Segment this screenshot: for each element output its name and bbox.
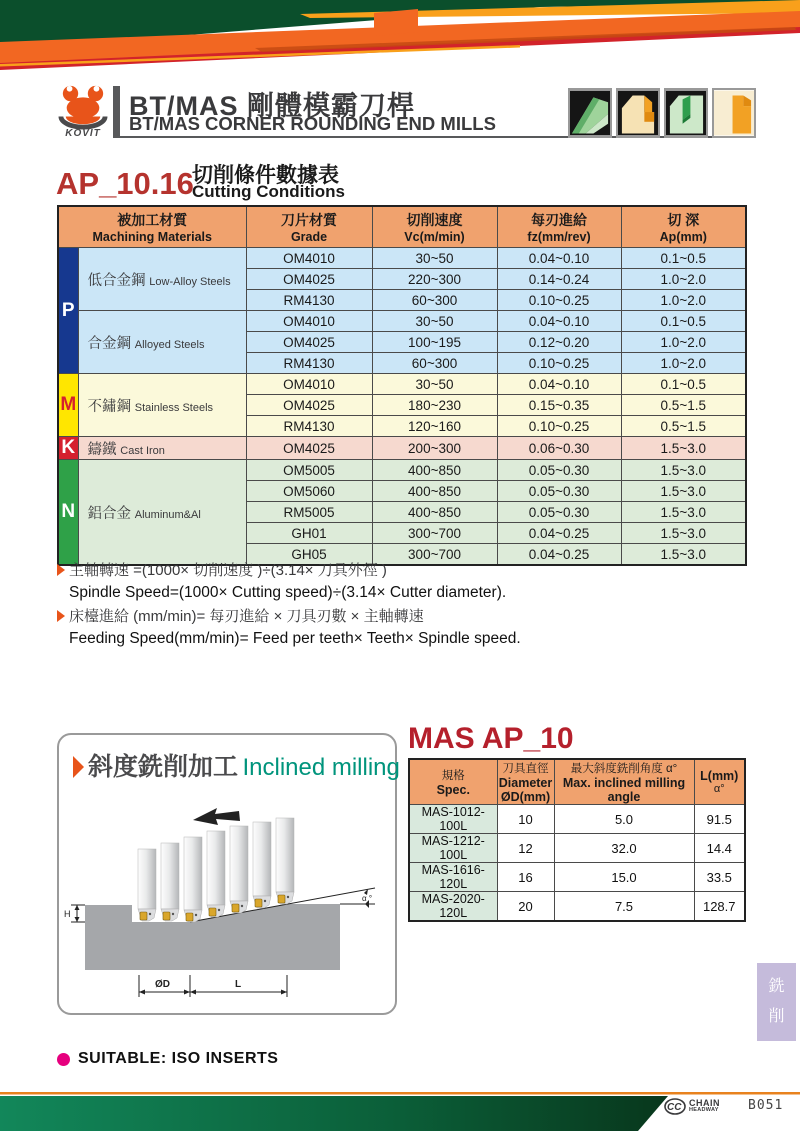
inclined-milling-box [57,733,400,1015]
value-cell: 10 [497,805,554,834]
note-bullet-icon [57,564,65,576]
value-cell: 16 [497,863,554,892]
column-header: 切 深 Ap(mm) [621,206,746,248]
spec-cell: MAS-2020-120L [409,892,497,922]
condition-cell: 0.1~0.5 [621,374,746,395]
alpha-label: α ° [362,894,373,903]
note-feeding-speed [57,606,707,650]
material-class-letter: P [58,248,78,374]
publisher-name-line1: CHAIN [689,1098,720,1108]
value-cell: 12 [497,834,554,863]
condition-cell: OM4010 [246,374,372,395]
condition-cell: OM5005 [246,460,372,481]
table-row [409,805,745,834]
condition-cell: 1.5~3.0 [621,523,746,544]
material-name: 低合金鋼 Low-Alloy Steels [78,248,246,311]
material-name: 合金鋼 Alloyed Steels [78,311,246,374]
chain-headway-emblem-icon [664,1098,686,1115]
condition-cell: 1.5~3.0 [621,437,746,460]
condition-cell: 0.04~0.10 [497,311,621,332]
note-zh: 床檯進給 (mm/min)= 每刃進給 × 刀具刃數 × 主軸轉速 [69,608,424,625]
note-spindle-speed [57,560,707,604]
condition-cell: 0.04~0.25 [497,523,621,544]
condition-cell: 0.05~0.30 [497,460,621,481]
condition-cell: 0.5~1.5 [621,416,746,437]
od-label: ØD [155,979,170,990]
condition-cell: 0.05~0.30 [497,481,621,502]
table-row [58,437,746,460]
spec-cell: MAS-1012-100L [409,805,497,834]
condition-cell: 60~300 [372,353,497,374]
condition-cell: GH01 [246,523,372,544]
condition-cell: 60~300 [372,290,497,311]
condition-cell: 0.04~0.25 [497,544,621,566]
value-cell: 20 [497,892,554,922]
title-divider-bar [113,86,120,137]
column-header: 最大斜度銑削角度 α° Max. inclined milling angle [554,759,694,805]
publisher-name-line2: HEADWAY [689,1107,719,1113]
condition-cell: 0.12~0.20 [497,332,621,353]
note-en: Feeding Speed(mm/min)= Feed per teeth× Teeth× Spindle speed. [69,630,521,647]
condition-cell: 0.06~0.30 [497,437,621,460]
condition-cell: RM4130 [246,353,372,374]
condition-cell: 200~300 [372,437,497,460]
condition-cell: 0.10~0.25 [497,353,621,374]
slot-milling-icon [664,88,708,138]
condition-cell: 0.1~0.5 [621,248,746,269]
column-header: 規格 Spec. [409,759,497,805]
svg-text:CC: CC [667,1102,682,1113]
cutting-conditions-table [57,205,747,566]
side-milling-icon [712,88,756,138]
brand-logo [54,82,112,142]
condition-cell: 0.15~0.35 [497,395,621,416]
condition-cell: 1.5~3.0 [621,502,746,523]
h-label: H [64,909,71,919]
condition-cell: 0.5~1.5 [621,395,746,416]
condition-cell: RM4130 [246,290,372,311]
condition-cell: 120~160 [372,416,497,437]
condition-cell: 300~700 [372,523,497,544]
condition-cell: 0.04~0.10 [497,248,621,269]
condition-cell: 0.05~0.30 [497,502,621,523]
condition-cell: OM4025 [246,332,372,353]
condition-cell: 1.0~2.0 [621,290,746,311]
page-title-en: BT/MAS CORNER ROUNDING END MILLS [129,113,496,134]
suitable-note [57,1050,278,1068]
cutting-table-header-row [58,206,746,248]
condition-cell: 100~195 [372,332,497,353]
page-number: B051 [748,1098,784,1113]
condition-cell: OM5060 [246,481,372,502]
mas-table-title: MAS AP_10 [408,722,574,755]
condition-cell: 180~230 [372,395,497,416]
inclined-title-en: Inclined milling [242,754,400,781]
column-header: 切削速度 Vc(m/min) [372,206,497,248]
spec-cell: MAS-1212-100L [409,834,497,863]
mas-table-header-row [409,759,745,805]
condition-cell: 0.1~0.5 [621,311,746,332]
material-name: 鋁合金 Aluminum&Al [78,460,246,566]
condition-cell: OM4010 [246,248,372,269]
machining-icons [568,88,756,138]
section-title-en: Cutting Conditions [192,182,345,201]
condition-cell: OM4025 [246,437,372,460]
side-tab-label: 銑削 [768,977,785,1025]
suitable-text: SUITABLE: ISO INSERTS [78,1050,279,1067]
condition-cell: OM4010 [246,311,372,332]
condition-cell: 400~850 [372,481,497,502]
condition-cell: 300~700 [372,544,497,566]
table-row [409,863,745,892]
condition-cell: 0.10~0.25 [497,290,621,311]
condition-cell: 400~850 [372,502,497,523]
condition-cell: 30~50 [372,248,497,269]
value-cell: 7.5 [554,892,694,922]
condition-cell: 1.0~2.0 [621,269,746,290]
condition-cell: RM5005 [246,502,372,523]
spec-cell: MAS-1616-120L [409,863,497,892]
condition-cell: GH05 [246,544,372,566]
value-cell: 33.5 [694,863,745,892]
condition-cell: OM4025 [246,269,372,290]
value-cell: 5.0 [554,805,694,834]
value-cell: 14.4 [694,834,745,863]
condition-cell: 0.04~0.10 [497,374,621,395]
table-row [409,892,745,922]
condition-cell: 1.5~3.0 [621,544,746,566]
condition-cell: 30~50 [372,374,497,395]
material-name: 不鏽鋼 Stainless Steels [78,374,246,437]
face-milling-icon [568,88,612,138]
formula-notes [57,560,707,652]
l-label: L [235,979,242,990]
material-class-letter: K [58,437,78,460]
inclined-milling-title [73,747,400,783]
brand-name: KOVIT [65,128,101,139]
column-header: L(mm) α° [694,759,745,805]
column-header: 刀具直徑 Diameter ØD(mm) [497,759,554,805]
table-row [58,374,746,395]
value-cell: 91.5 [694,805,745,834]
condition-cell: 1.5~3.0 [621,481,746,502]
condition-cell: 400~850 [372,460,497,481]
side-tab-milling [757,963,796,1041]
table-row [58,460,746,481]
condition-cell: RM4130 [246,416,372,437]
bullet-dot-icon [57,1053,70,1066]
banner-stripes [0,0,800,75]
mas-spec-table [408,758,746,922]
value-cell: 128.7 [694,892,745,922]
material-name: 鑄鐵 Cast Iron [78,437,246,460]
condition-cell: 1.0~2.0 [621,353,746,374]
crab-logo-icon [54,82,112,130]
section-title-zh: 切削條件數據表 [192,164,339,187]
condition-cell: 0.14~0.24 [497,269,621,290]
material-class-letter: M [58,374,78,437]
note-zh: 主軸轉速 =(1000× 切削速度 )÷(3.14× 刀具外徑 ) [69,562,387,579]
condition-cell: 1.0~2.0 [621,332,746,353]
section-code: AP_10.16 [56,166,194,201]
note-en: Spindle Speed=(1000× Cutting speed)÷(3.14× Cutter diameter). [69,584,507,601]
table-row [409,834,745,863]
table-row [58,311,746,332]
publisher-logo [664,1098,720,1115]
page-title-zh: BT/MAS 剛體模霸刀桿 [129,91,415,121]
title-bullet-icon [73,756,84,778]
inclined-title-zh: 斜度銑削加工 [88,753,239,781]
note-bullet-icon [57,610,65,622]
value-cell: 15.0 [554,863,694,892]
condition-cell: OM4025 [246,395,372,416]
condition-cell: 1.5~3.0 [621,460,746,481]
value-cell: 32.0 [554,834,694,863]
shoulder-milling-icon [616,88,660,138]
condition-cell: 30~50 [372,311,497,332]
material-class-letter: N [58,460,78,566]
condition-cell: 220~300 [372,269,497,290]
column-header: 刀片材質 Grade [246,206,372,248]
column-header: 每刃進給 fz(mm/rev) [497,206,621,248]
condition-cell: 0.10~0.25 [497,416,621,437]
table-row [58,248,746,269]
column-header: 被加工材質 Machining Materials [58,206,246,248]
